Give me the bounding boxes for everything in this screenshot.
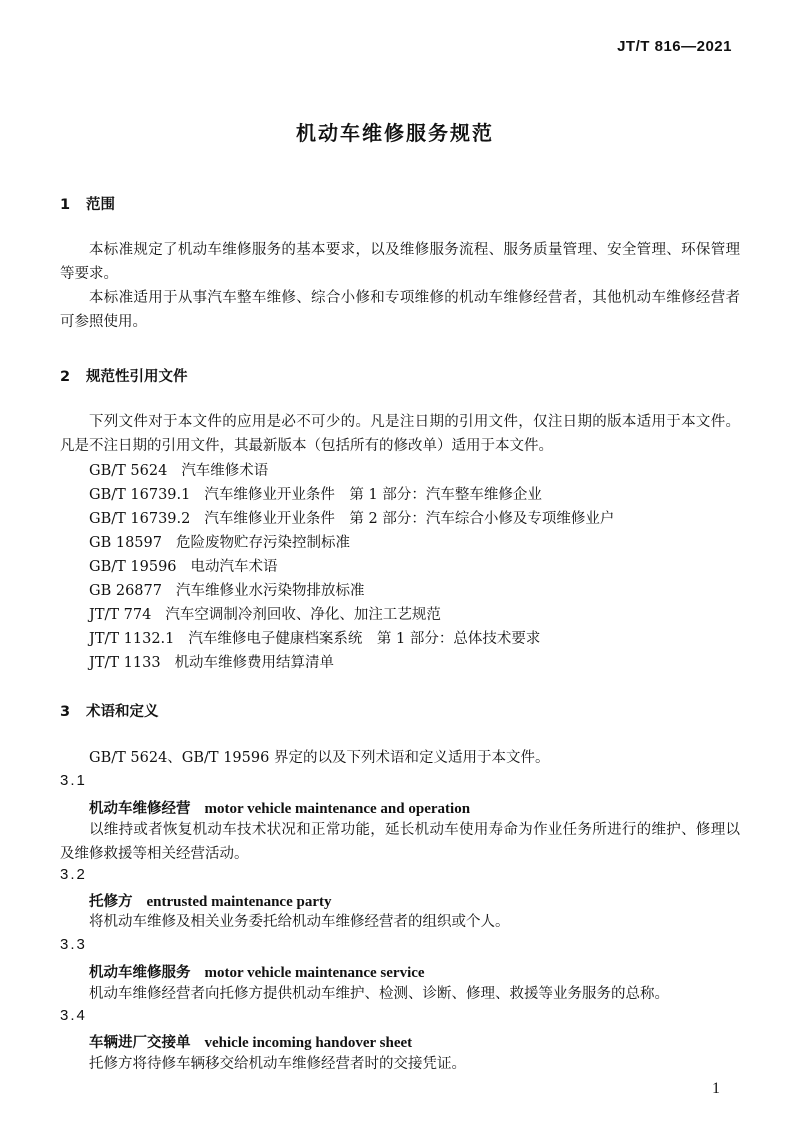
document-title: 机动车维修服务规范	[296, 121, 494, 145]
paragraph: GB/T 5624、GB/T 19596 界定的以及下列术语和定义适用于本文件。	[89, 750, 550, 766]
reference-item	[89, 459, 268, 480]
reference-title: 汽车空调制冷剂回收、净化、加注工艺规范	[165, 607, 441, 623]
term-english: entrusted maintenance party	[146, 894, 332, 910]
clause-number: 3.3	[60, 936, 87, 953]
clause-number: 3.1	[60, 772, 87, 789]
term-heading	[89, 797, 470, 818]
reference-code: JT/T 1132.1	[89, 631, 175, 647]
paragraph: 本标准规定了机动车维修服务的基本要求，以及维修服务流程、服务质量管理、安全管理、环保管理等要求。	[60, 242, 740, 282]
reference-title: 汽车维修业水污染物排放标准	[175, 583, 365, 599]
standard-code: JT/T 816—2021	[617, 38, 732, 55]
reference-item	[89, 483, 542, 504]
reference-code: GB/T 16739.1	[89, 487, 191, 503]
reference-item	[89, 651, 334, 672]
section-number: 3	[60, 704, 71, 720]
reference-code: GB/T 5624	[89, 463, 168, 479]
paragraph: 本标准适用于从事汽车整车维修、综合小修和专项维修的机动车维修经营者，其他机动车维修经营者可参照使用。	[60, 290, 740, 330]
reference-code: GB 18597	[89, 535, 162, 551]
term-definition: 机动车维修经营者向托修方提供机动车维护、检测、诊断、修理、救援等业务服务的总称。	[89, 986, 669, 1002]
term-chinese: 机动车维修经营	[89, 801, 191, 817]
section-heading	[60, 193, 115, 214]
reference-item	[89, 555, 278, 576]
reference-title: 汽车维修术语	[181, 463, 269, 479]
section-number: 2	[60, 369, 71, 385]
term-english: motor vehicle maintenance and operation	[204, 801, 471, 817]
reference-code: GB/T 16739.2	[89, 511, 191, 527]
section-number: 1	[60, 197, 71, 213]
reference-code: GB 26877	[89, 583, 162, 599]
paragraph: 下列文件对于本文件的应用是必不可少的。凡是注日期的引用文件，仅注日期的版本适用于本文件。凡是不注日期的引用文件，其最新版本（包括所有的修改单）适用于本文件。	[60, 414, 740, 454]
section-heading	[60, 365, 188, 386]
reference-title: 汽车维修业开业条件 第 1 部分：汽车整车维修企业	[204, 487, 542, 503]
term-english: vehicle incoming handover sheet	[204, 1035, 413, 1051]
reference-item	[89, 603, 441, 624]
reference-item	[89, 579, 364, 600]
section-title: 规范性引用文件	[86, 369, 188, 385]
term-heading	[89, 961, 425, 982]
term-heading	[89, 1031, 412, 1052]
reference-title: 汽车维修业开业条件 第 2 部分：汽车综合小修及专项维修业户	[204, 511, 615, 527]
reference-title: 汽车维修电子健康档案系统 第 1 部分：总体技术要求	[188, 631, 541, 647]
term-definition: 以维持或者恢复机动车技术状况和正常功能，延长机动车使用寿命为作业任务所进行的维护、修理以及维修救援等相关经营活动。	[60, 822, 740, 862]
term-definition: 托修方将待修车辆移交给机动车维修经营者时的交接凭证。	[89, 1056, 466, 1072]
section-title: 范围	[86, 197, 115, 213]
reference-code: JT/T 774	[89, 607, 152, 623]
term-chinese: 车辆进厂交接单	[89, 1035, 191, 1051]
reference-item	[89, 627, 540, 648]
reference-item	[89, 531, 350, 552]
reference-title: 机动车维修费用结算清单	[174, 655, 335, 671]
clause-number: 3.4	[60, 1007, 87, 1024]
reference-title: 电动汽车术语	[190, 559, 278, 575]
reference-item	[89, 507, 614, 528]
reference-title: 危险废物贮存污染控制标准	[175, 535, 350, 551]
term-definition: 将机动车维修及相关业务委托给机动车维修经营者的组织或个人。	[89, 914, 510, 930]
clause-number: 3.2	[60, 866, 87, 883]
page-number: 1	[712, 1080, 720, 1097]
section-title: 术语和定义	[86, 704, 159, 720]
section-heading	[60, 700, 159, 721]
term-heading	[89, 890, 331, 911]
term-chinese: 机动车维修服务	[89, 965, 191, 981]
reference-code: GB/T 19596	[89, 559, 177, 575]
reference-code: JT/T 1133	[89, 655, 161, 671]
term-english: motor vehicle maintenance service	[204, 965, 425, 981]
term-chinese: 托修方	[89, 894, 133, 910]
